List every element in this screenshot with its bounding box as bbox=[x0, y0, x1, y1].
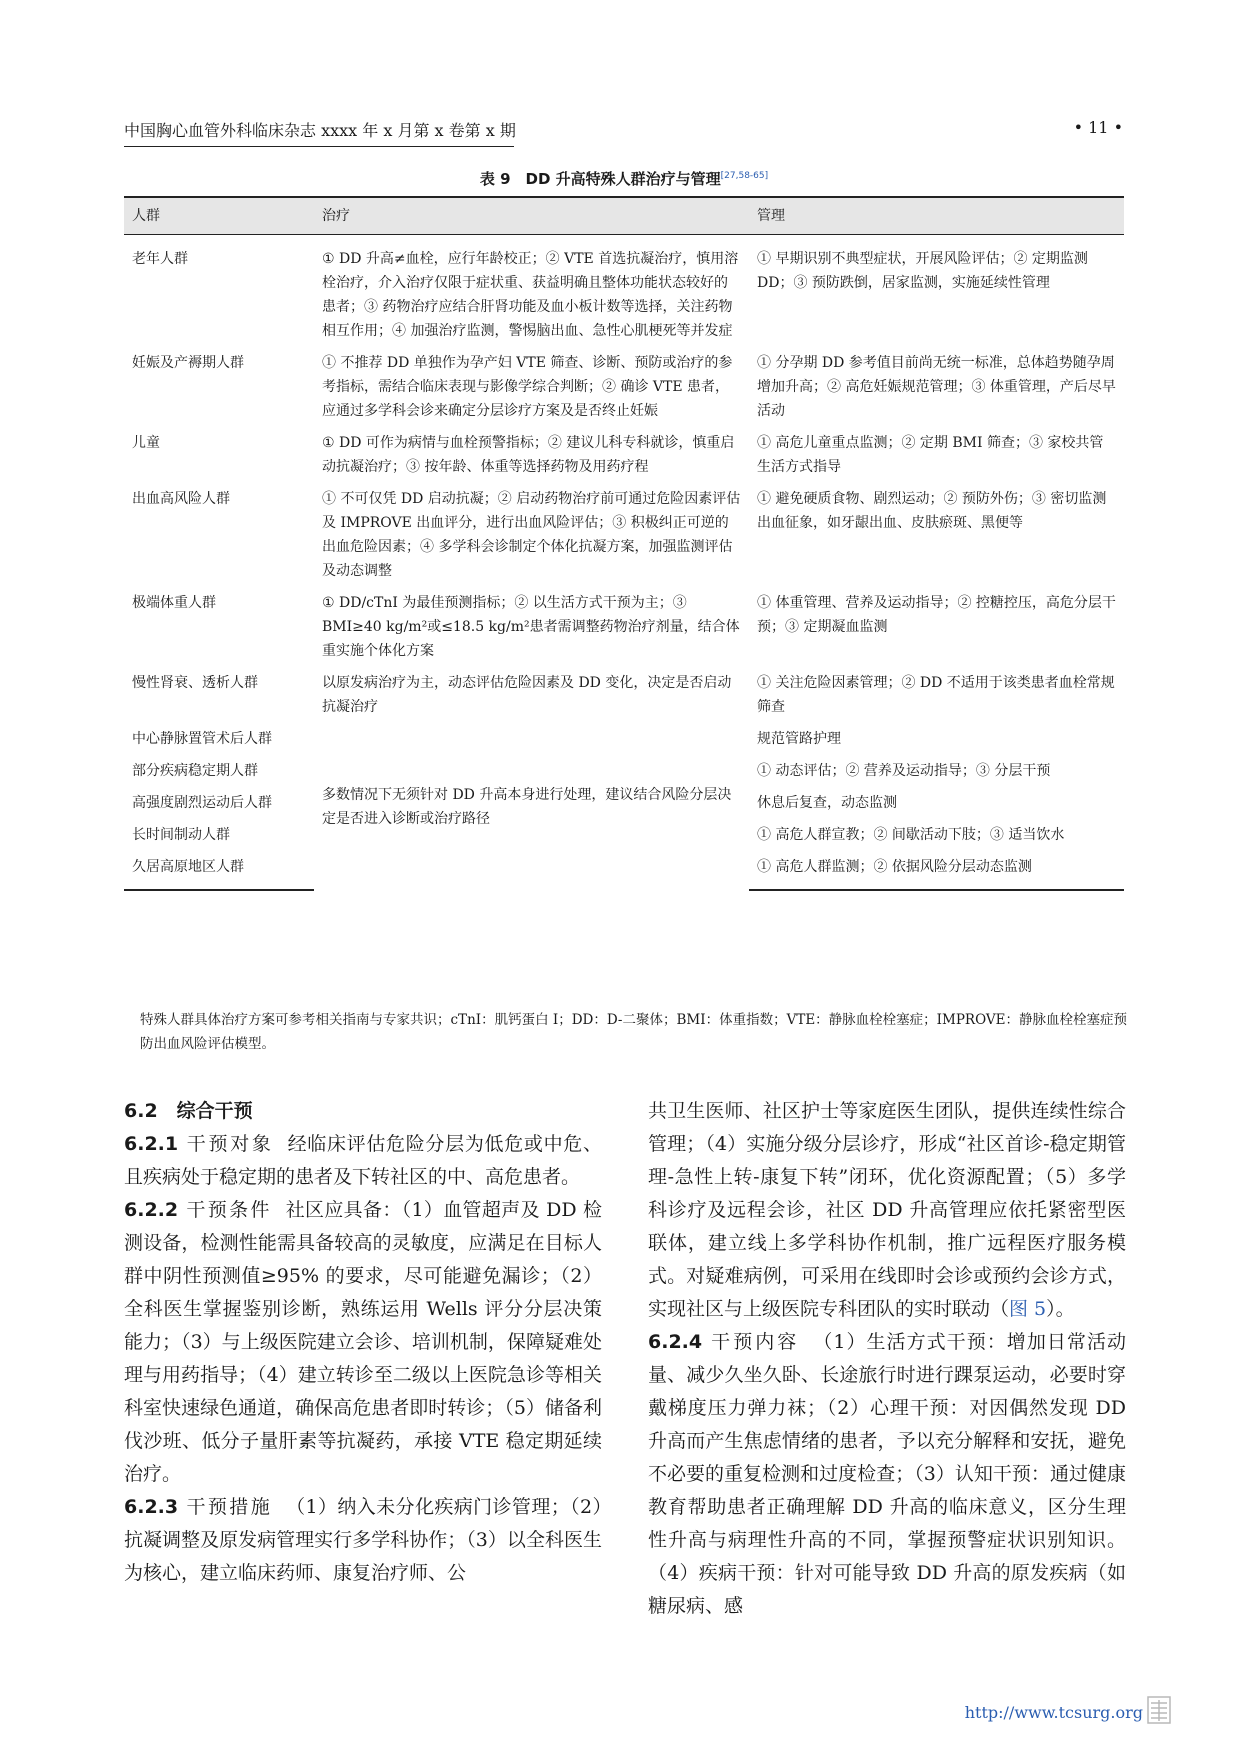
cell-group: 高强度剧烈运动后人群 bbox=[132, 795, 272, 811]
table-container bbox=[124, 196, 1124, 891]
subsection-number: 6.2.2 bbox=[124, 1199, 179, 1221]
table-caption-ref[interactable]: [27,58-65] bbox=[720, 171, 769, 181]
journal-url-link[interactable]: http://www.tcsurg.org bbox=[964, 1703, 1143, 1722]
table-header-row bbox=[124, 197, 1124, 235]
table-row bbox=[124, 235, 1124, 348]
subsection-6-2-1 bbox=[124, 1128, 602, 1194]
cell-treatment: ① DD 升高≠血栓，应行年龄校正；② VTE 首选抗凝治疗，慎用溶栓治疗，介入治疗仅限于症状重、获益明确且整体功能状态较好的患者；③ 药物治疗应结合肝肾功能及血小板计数等选择，关注药物相互作用；④ 加强治疗监测，警惕脑出血、急性心肌梗死等并发症 bbox=[322, 251, 739, 339]
cell-treatment: ① 不可仅凭 DD 启动抗凝；② 启动药物治疗前可通过危险因素评估及 IMPROVE 出血评分，进行出血风险评估；③ 积极纠正可逆的出血危险因素；④ 多学科会诊制定个体化抗凝方案，加强监测评估及动态调整 bbox=[322, 491, 741, 579]
cell-group: 儿童 bbox=[132, 435, 160, 451]
cell-management: ① 早期识别不典型症状，开展风险评估；② 定期监测 DD；③ 预防跌倒，居家监测，实施延续性管理 bbox=[757, 251, 1088, 291]
cell-management: ① 高危儿童重点监测；② 定期 BMI 筛查；③ 家校共管生活方式指导 bbox=[757, 435, 1104, 475]
body-column-right bbox=[648, 1095, 1126, 1623]
journal-logo-icon bbox=[1147, 1696, 1171, 1724]
cell-management: ① 高危人群宣教；② 间歇活动下肢；③ 适当饮水 bbox=[757, 827, 1065, 843]
table-row bbox=[124, 483, 1124, 587]
table-row bbox=[124, 723, 1124, 755]
subsection-title: 干预对象 bbox=[186, 1133, 274, 1155]
cell-management: ① 分孕期 DD 参考值目前尚无统一标准，总体趋势随孕周增加升高；② 高危妊娠规范管理；③ 体重管理，产后尽早活动 bbox=[757, 355, 1116, 419]
subsection-6-2-3 bbox=[124, 1491, 602, 1590]
cell-management: ① 避免硬质食物、剧烈运动；② 预防外伤；③ 密切监测出血征象，如牙龈出血、皮肤瘀斑、黑便等 bbox=[757, 491, 1107, 531]
subsection-text: 经临床评估危险分层为低危或中危、且疾病处于稳定期的患者及下转社区的中、高危患者。 bbox=[124, 1133, 602, 1188]
subsection-number: 6.2.1 bbox=[124, 1133, 179, 1155]
cell-group: 老年人群 bbox=[132, 251, 188, 267]
subsection-text-end: ）。 bbox=[1046, 1298, 1075, 1320]
cell-group: 久居高原地区人群 bbox=[124, 851, 314, 890]
page-number: • 11 • bbox=[1073, 118, 1123, 137]
cell-management: ① 动态评估；② 营养及运动指导；③ 分层干预 bbox=[757, 763, 1051, 779]
subsection-6-2-2 bbox=[124, 1194, 602, 1491]
header-management: 管理 bbox=[749, 197, 1124, 235]
cell-group: 长时间制动人群 bbox=[132, 827, 230, 843]
cell-group: 极端体重人群 bbox=[132, 595, 216, 611]
special-population-table bbox=[124, 196, 1124, 891]
table-row bbox=[124, 347, 1124, 427]
cell-management: ① 高危人群监测；② 依据风险分层动态监测 bbox=[749, 851, 1124, 890]
body-column-left bbox=[124, 1095, 602, 1590]
subsection-text: （1）纳入未分化疾病门诊管理；（2）抗凝调整及原发病管理实行多学科协作；（3）以全科医生为核心，建立临床药师、康复治疗师、公 bbox=[124, 1496, 602, 1584]
header-group: 人群 bbox=[124, 197, 314, 235]
subsection-title: 干预措施 bbox=[186, 1496, 273, 1518]
subsection-6-2-3-continued bbox=[648, 1095, 1126, 1326]
subsection-number: 6.2.4 bbox=[648, 1331, 703, 1353]
cell-management: 休息后复查，动态监测 bbox=[757, 795, 897, 811]
cell-treatment: ① DD/cTnI 为最佳预测指标；② 以生活方式干预为主；③ BMI≥40 kg/m²或≤18.5 kg/m²患者需调整药物治疗剂量，结合体重实施个体化方案 bbox=[322, 595, 740, 659]
subsection-title: 干预内容 bbox=[710, 1331, 800, 1353]
cell-treatment: ① DD 可作为病情与血栓预警指标；② 建议儿科专科就诊，慎重启动抗凝治疗；③ 按年龄、体重等选择药物及用药疗程 bbox=[322, 435, 735, 475]
header-treatment: 治疗 bbox=[314, 197, 749, 235]
subsection-6-2-4 bbox=[648, 1326, 1126, 1623]
subsection-title: 干预条件 bbox=[186, 1199, 272, 1221]
cell-treatment: 以原发病治疗为主，动态评估危险因素及 DD 变化，决定是否启动抗凝治疗 bbox=[322, 675, 732, 715]
table-row bbox=[124, 427, 1124, 483]
cell-management: ① 体重管理、营养及运动指导；② 控糖控压，高危分层干预；③ 定期凝血监测 bbox=[757, 595, 1116, 635]
cell-group: 妊娠及产褥期人群 bbox=[132, 355, 244, 371]
table-caption bbox=[124, 168, 1124, 189]
subsection-number: 6.2.3 bbox=[124, 1496, 179, 1518]
journal-header: 中国胸心血管外科临床杂志 xxxx 年 x 月第 x 卷第 x 期 bbox=[124, 121, 516, 140]
section-heading: 6.2 综合干预 bbox=[124, 1100, 253, 1122]
table-row bbox=[124, 587, 1124, 667]
cell-group: 慢性肾衰、透析人群 bbox=[132, 675, 258, 691]
header-rule bbox=[124, 146, 514, 147]
subsection-text: 共卫生医师、社区护士等家庭医生团队，提供连续性综合管理；（4）实施分级分层诊疗，形成“社区首诊-稳定期管理-急性上转-康复下转”闭环，优化资源配置；（5）多学科诊疗及远程会诊，社区 DD 升高管理应依托紧密型医联体，建立线上多学科协作机制，推广远程医疗服务模式。对疑难病例，可采用在线即时会诊或预约会诊方式，实现社区与上级医院专科团队的实时联动（ bbox=[648, 1100, 1126, 1320]
cell-management: 规范管路护理 bbox=[757, 731, 841, 747]
subsection-text: 社区应具备：（1）血管超声及 DD 检测设备，检测性能需具备较高的灵敏度，应满足在目标人群中阴性预测值≥95% 的要求，尽可能避免漏诊；（2）全科医生掌握鉴别诊断，熟练运用 Wells 评分分层决策能力；（3）与上级医院建立会诊、培训机制，保障疑难处理与用药指导；（4）建立转诊至二级以上医院急诊等相关科室快速绿色通道，确保高危患者即时转诊；（5）储备利伐沙班、低分子量肝素等抗凝药，承接 VTE 稳定期延续治疗。 bbox=[124, 1199, 602, 1485]
table-caption-text: 表 9 DD 升高特殊人群治疗与管理 bbox=[479, 170, 721, 188]
figure-5-link[interactable]: 图 5 bbox=[1009, 1298, 1047, 1320]
cell-treatment: ① 不推荐 DD 单独作为孕产妇 VTE 筛查、诊断、预防或治疗的参考指标，需结合临床表现与影像学综合判断；② 确诊 VTE 患者，应通过多学科会诊来确定分层诊疗方案及是否终止妊娠 bbox=[322, 355, 733, 419]
cell-treatment-merged: 多数情况下无须针对 DD 升高本身进行处理，建议结合风险分层决定是否进入诊断或治疗路径 bbox=[322, 786, 732, 827]
cell-group: 部分疾病稳定期人群 bbox=[132, 763, 258, 779]
cell-management: ① 关注危险因素管理；② DD 不适用于该类患者血栓常规筛查 bbox=[757, 675, 1115, 715]
table-footnote: 特殊人群具体治疗方案可参考相关指南与专家共识；cTnI：肌钙蛋白 I；DD：D-二聚体；BMI：体重指数；VTE：静脉血栓栓塞症；IMPROVE：静脉血栓栓塞症预防出血风险评估模型。 bbox=[140, 1012, 1128, 1052]
cell-group: 中心静脉置管术后人群 bbox=[132, 731, 272, 747]
cell-group: 出血高风险人群 bbox=[132, 491, 230, 507]
subsection-text: （1）生活方式干预：增加日常活动量、减少久坐久卧、长途旅行时进行踝泵运动，必要时穿戴梯度压力弹力袜；（2）心理干预：对因偶然发现 DD 升高而产生焦虑情绪的患者，予以充分解释和安抚，避免不必要的重复检测和过度检查；（3）认知干预：通过健康教育帮助患者正确理解 DD 升高的临床意义，区分生理性升高与病理性升高的不同，掌握预警症状识别知识。（4）疾病干预：针对可能导致 DD 升高的原发疾病（如糖尿病、感 bbox=[648, 1331, 1126, 1617]
table-row bbox=[124, 667, 1124, 723]
